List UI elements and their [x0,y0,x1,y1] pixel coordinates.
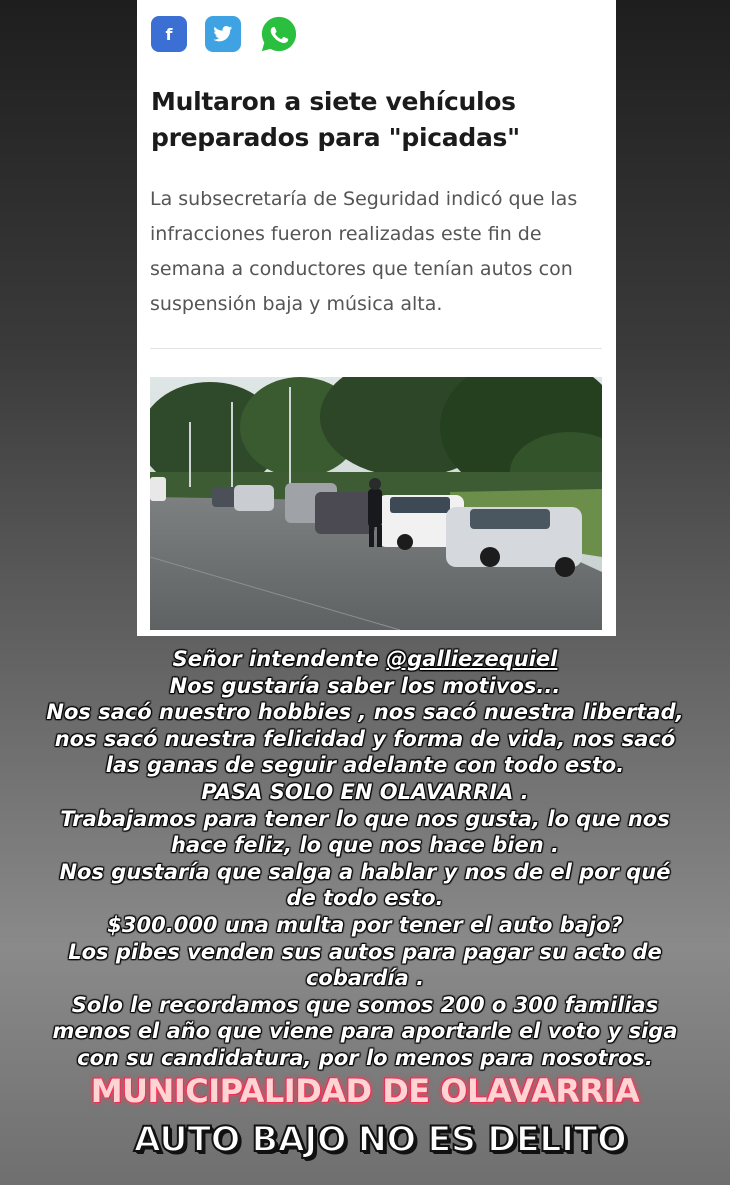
slogan-banner: AUTO BAJO NO ES DELITO [133,1120,627,1160]
story-text [0,646,730,1072]
article-photo[interactable] [150,377,602,630]
street-cars-image [150,377,602,630]
story-line: PASA SOLO EN OLAVARRIA . [201,779,529,804]
municipality-banner: MUNICIPALIDAD DE OLAVARRIA [90,1072,640,1110]
article-headline[interactable]: Multaron a siete vehículos preparados para "picadas" [151,87,520,152]
divider [150,348,602,349]
share-buttons [151,16,299,52]
story-line: Los pibes venden sus autos para pagar su acto de [68,939,662,964]
facebook-icon: f [165,24,173,44]
story-line: Nos sacó nuestro hobbies , nos sacó nuestra libertad, [46,700,684,725]
story-line: $300.000 una multa por tener el auto bajo? [107,912,623,937]
story-line: Señor intendente @galliezequiel [172,647,558,671]
story-line: Nos gustaría saber los motivos... [169,673,561,698]
news-card [137,0,616,636]
story-line: Trabajamos para tener lo que nos gusta, lo que nos [60,806,670,831]
story-line: Solo le recordamos que somos 200 o 300 familias [71,992,659,1017]
facebook-share-button[interactable] [151,16,187,52]
story-line: cobardía . [305,966,425,991]
story-line: hace feliz, lo que nos hace bien . [171,833,559,858]
article-summary: La subsecretaría de Seguridad indicó que las infracciones fueron realizadas este fin de semana a conductores que tenían autos con suspensión baja y música alta. [150,188,578,315]
story-line: las ganas de seguir adelante con todo esto. [105,753,625,778]
mention-link[interactable]: @galliezequiel [386,647,558,671]
story-line: con su candidatura, por lo menos para nosotros. [77,1045,653,1070]
story-line: Nos gustaría que salga a hablar y nos de el por qué [59,859,671,884]
story-line: menos el año que viene para aportarle el voto y siga [52,1019,678,1044]
story-line: de todo esto. [286,886,444,911]
twitter-icon [213,26,233,42]
twitter-share-button[interactable] [205,16,241,52]
story-line: nos sacó nuestra felicidad y forma de vida, nos sacó [54,726,676,751]
whatsapp-icon [260,15,298,53]
whatsapp-share-button[interactable] [259,16,299,52]
